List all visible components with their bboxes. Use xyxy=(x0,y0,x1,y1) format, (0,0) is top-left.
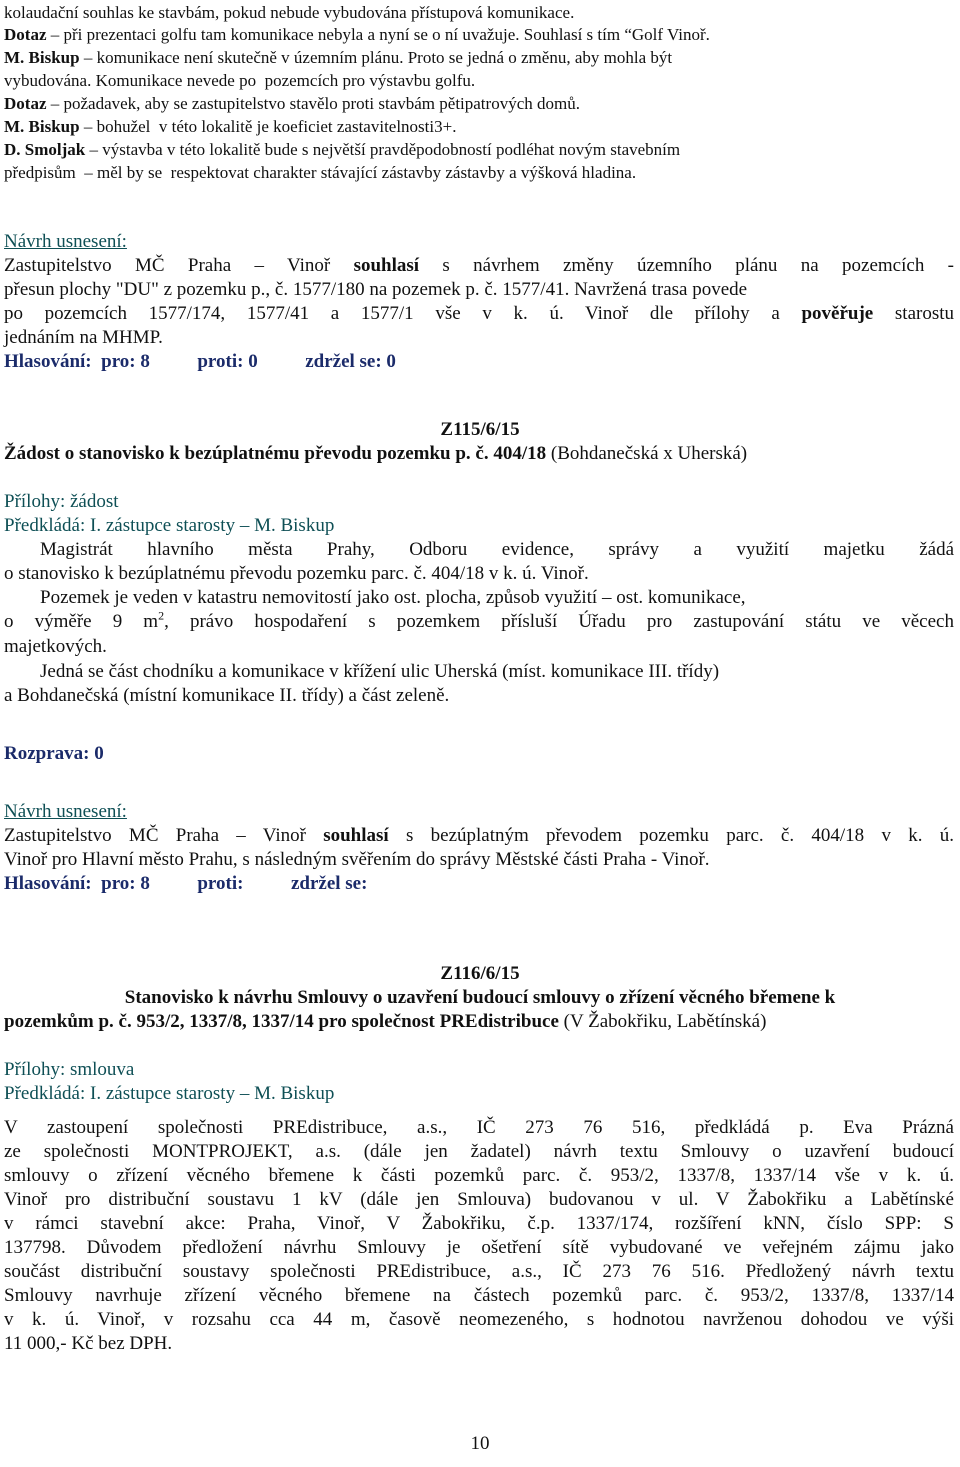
text-line: 11 000,- Kč bez DPH. xyxy=(4,1333,173,1354)
attachments-line: Přílohy: smlouva xyxy=(4,1059,135,1080)
speaker-label: M. Biskup xyxy=(4,117,80,136)
item-subject: Žádost o stanovisko k bezúplatnému převodu pozemku p. č. 404/18 (Bohdanečská x Uherská) xyxy=(4,443,748,464)
text-line: Zastupitelstvo MČ Praha – Vinoř souhlasí s bezúplatným převodem pozemku parc. č. 404/18 v k. ú. xyxy=(4,825,954,846)
debate-line: Rozprava: 0 xyxy=(4,743,104,764)
text-line: ze společnosti MONTPROJEKT, a.s. (dále jen žadatel) návrh textu Smlouvy o uzavření budoucí xyxy=(4,1141,954,1162)
item-title: Z115/6/15 xyxy=(440,419,520,440)
text-line: vybudována. Komunikace nevede po pozemcích pro výstavbu golfu. xyxy=(4,71,476,90)
text-line: Dotaz – při prezentaci golfu tam komunikace nebyla a nyní se o ní uvažuje. Souhlasí s tím “Golf Vinoř. xyxy=(4,25,710,44)
text-line: smlouvy o zřízení věcného břemene k části pozemků parc. č. 953/2, 1337/8, 1337/14 vše v k. ú. xyxy=(4,1165,954,1186)
text-line: předpisům – měl by se respektovat charakter stávající zástavby zástavby a výšková hladina. xyxy=(4,163,637,182)
text-line: po pozemcích 1577/174, 1577/41 a 1577/1 vše v k. ú. Vinoř dle přílohy a pověřuje starostu xyxy=(4,303,954,324)
text-line: o stanovisko k bezúplatnému převodu pozemku parc. č. 404/18 v k. ú. Vinoř. xyxy=(4,563,589,584)
speaker-label: M. Biskup xyxy=(4,48,80,67)
item-subject: Stanovisko k návrhu Smlouvy o uzavření budoucí smlouvy o zřízení věcného břemene k xyxy=(124,987,836,1008)
presenter-line: Předkládá: I. zástupce starosty – M. Biskup xyxy=(4,1083,335,1104)
item-subject: pozemkům p. č. 953/2, 1337/8, 1337/14 pro společnost PREdistribuce (V Žabokřiku, Labětínská) xyxy=(4,1011,767,1032)
text-line: Jedná se část chodníku a komunikace v křížení ulic Uherská (míst. komunikace III. třídy) xyxy=(40,661,720,682)
text-line: o výměře 9 $m^2$, právo hospodaření s pozemkem přísluší Úřadu pro zastupování státu ve věcech xyxy=(4,608,954,632)
text-line: Zastupitelstvo MČ Praha – Vinoř souhlasí s návrhem změny územního plánu na pozemcích - xyxy=(4,255,955,276)
resolution-label: Návrh usnesení: xyxy=(4,801,127,822)
text-line: V zastoupení společnosti PREdistribuce, a.s., IČ 273 76 516, předkládá p. Eva Prázná xyxy=(4,1117,954,1138)
resolution-label: Návrh usnesení: xyxy=(4,231,127,252)
text-line: Vinoř pro distribuční soustavu 1 kV (dále jen Smlouva) budovanou v ul. V Žabokřiku a Labětínské xyxy=(4,1189,954,1210)
speaker-label: Dotaz xyxy=(4,25,47,44)
text-line: jednáním na MHMP. xyxy=(4,327,163,348)
text-line: součást distribuční soustavy společnosti PREdistribuce, a.s., IČ 273 76 516. Předložený návrh textu xyxy=(4,1261,954,1282)
text-line: M. Biskup – bohužel v této lokalitě je koeficiet zastavitelnosti3+. xyxy=(4,117,457,136)
item-title: Z116/6/15 xyxy=(440,963,520,984)
text-line: Dotaz – požadavek, aby se zastupitelstvo stavělo proti stavbám pětipatrových domů. xyxy=(4,94,580,113)
text-line: a Bohdanečská (místní komunikace II. třídy) a část zeleně. xyxy=(4,685,450,706)
text-line: Pozemek je veden v katastru nemovitostí jako ost. plocha, způsob využití – ost. komunikace, xyxy=(40,587,746,608)
speaker-label: Dotaz xyxy=(4,94,47,113)
text-line: v rámci stavební akce: Praha, Vinoř, V Žabokřiku, č.p. 1337/174, rozšíření kNN, číslo SPP: S xyxy=(4,1213,954,1234)
text-line: Magistrát hlavního města Prahy, Odboru evidence, správy a využití majetku žádá xyxy=(40,539,954,560)
text-line: 137798. Důvodem předložení návrhu Smlouvy je ošetření sítě vybudované ve veřejném zájmu jako xyxy=(4,1237,954,1258)
text-line: D. Smoljak – výstavba v této lokalitě bude s největší pravděpodobností podléhat novým stavebním xyxy=(4,140,681,159)
text-line: přesun plochy "DU" z pozemku p., č. 1577/180 na pozemek p. č. 1577/41. Navržená trasa povede xyxy=(4,279,748,300)
vote-line: Hlasování: pro: 8 proti: 0 zdržel se: 0 xyxy=(4,351,396,372)
presenter-line: Předkládá: I. zástupce starosty – M. Biskup xyxy=(4,515,335,536)
text-line: Smlouvy navrhuje zřízení věcného břemene na částech pozemků parc. č. 953/2, 1337/8, 1337/14 xyxy=(4,1285,954,1306)
text-line: v k. ú. Vinoř, v rozsahu cca 44 m, časově neomezeného, s hodnotou navrženou dohodou ve výši xyxy=(4,1309,954,1330)
text-line: kolaudační souhlas ke stavbám, pokud nebude vybudována přístupová komunikace. xyxy=(4,3,575,22)
text-line: Vinoř pro Hlavní město Prahu, s následným svěřením do správy Městské části Praha - Vinoř. xyxy=(4,849,710,870)
text-line: M. Biskup – komunikace není skutečně v územním plánu. Proto se jedná o změnu, aby mohla být xyxy=(4,48,673,67)
page-number: 10 xyxy=(470,1433,490,1454)
attachments-line: Přílohy: žádost xyxy=(4,491,119,512)
vote-line: Hlasování: pro: 8 proti: zdržel se: xyxy=(4,873,368,894)
speaker-label: D. Smoljak xyxy=(4,140,86,159)
text-line: majetkových. xyxy=(4,636,107,657)
